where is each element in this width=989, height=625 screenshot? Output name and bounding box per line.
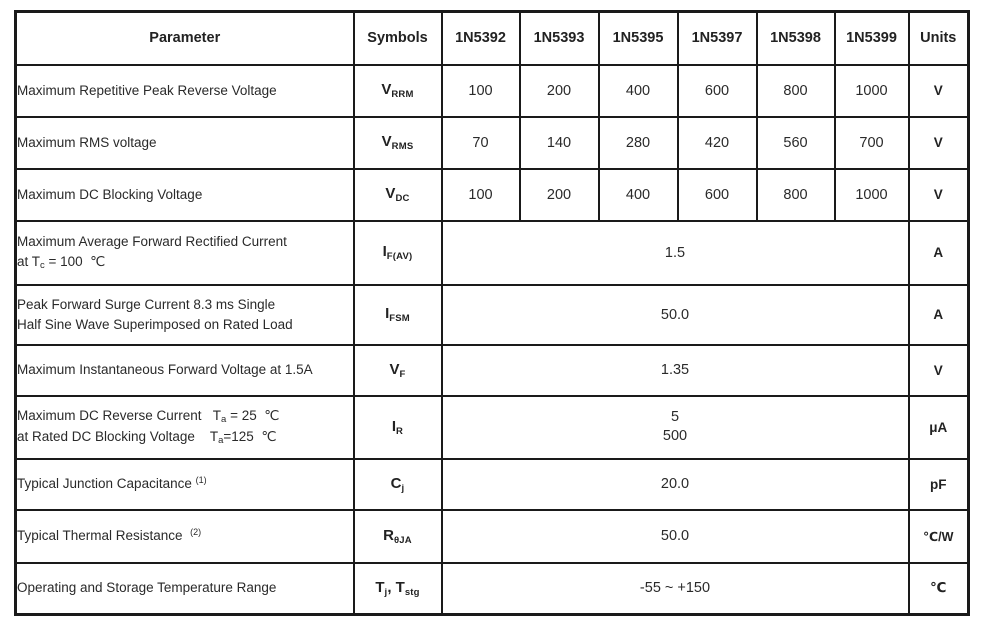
value-cell: 400: [599, 65, 678, 117]
value-cell: 560: [757, 117, 835, 169]
symbol-cell: [354, 169, 442, 221]
spec-table: [14, 10, 970, 616]
value-cell: 600: [678, 65, 757, 117]
value-cell: 280: [599, 117, 678, 169]
column-header-1n5392: 1N5392: [442, 12, 520, 65]
param-subscript: a: [218, 435, 224, 446]
symbol-sub: RMS: [391, 141, 414, 152]
symbol-cell: [354, 221, 442, 285]
table-row: [16, 65, 969, 117]
table-row: [16, 285, 969, 345]
symbol-base: V: [381, 133, 392, 150]
column-header-1n5397: 1N5397: [678, 12, 757, 65]
symbol-sub: stg: [404, 586, 420, 598]
symbol-sub: DC: [395, 193, 410, 204]
value-cell: 800: [757, 169, 835, 221]
column-header-1n5393: 1N5393: [520, 12, 599, 65]
symbol-base: V: [389, 360, 400, 378]
symbol-cell: [354, 459, 442, 510]
symbol-sub: R: [396, 425, 404, 437]
value-cell: 200: [520, 169, 599, 221]
param-cell: Maximum RMS voltage: [16, 117, 354, 169]
value-cell-span: 1.35: [442, 345, 909, 396]
param-text: Maximum Average Forward Rectified Current: [17, 234, 287, 250]
symbol-cell: [354, 563, 442, 615]
symbol-base: C: [390, 474, 402, 492]
value-cell: 1000: [835, 169, 909, 221]
param-footnote-marker: (2): [190, 527, 202, 538]
table-row: [16, 563, 969, 615]
param-text: at T: [17, 253, 41, 269]
value-cell-span: 50.0: [442, 285, 909, 345]
symbol-base: T: [375, 578, 385, 596]
value-cell: 400: [599, 169, 678, 221]
param-text: Maximum DC Reverse Current T: [17, 408, 222, 424]
param-text: Typical Thermal Resistance: [17, 528, 191, 544]
value-cell: 700: [835, 117, 909, 169]
table-row: [16, 345, 969, 396]
symbol-base: V: [385, 185, 396, 202]
param-subscript: a: [221, 414, 227, 426]
symbol-base: R: [383, 526, 394, 544]
value-cell: 100: [442, 169, 520, 221]
symbol-cell: [354, 396, 442, 459]
symbol-base: I: [385, 305, 390, 322]
value-line: 500: [662, 428, 688, 444]
param-cell: Operating and Storage Temperature Range: [16, 563, 354, 615]
table-row: [16, 169, 969, 221]
column-header-1n5398: 1N5398: [757, 12, 835, 65]
unit-cell: V: [909, 117, 969, 169]
param-text: = 100 ℃: [44, 253, 106, 269]
unit-cell: A: [909, 285, 969, 345]
unit-cell: pF: [909, 459, 969, 510]
table-row: [16, 221, 969, 285]
param-text: Typical Junction Capacitance: [17, 476, 196, 492]
unit-cell: V: [909, 65, 969, 117]
symbol-sub: F(AV): [386, 251, 413, 262]
symbol-sub: θJA: [393, 534, 412, 546]
column-header-1n5399: 1N5399: [835, 12, 909, 65]
value-cell-span: [442, 396, 909, 459]
value-cell: 1000: [835, 65, 909, 117]
column-header-1n5395: 1N5395: [599, 12, 678, 65]
symbol-cell: [354, 345, 442, 396]
symbol-base: , T: [387, 578, 405, 596]
symbol-sub: FSM: [389, 313, 410, 324]
param-text: at Rated DC Blocking Voltage T: [17, 429, 219, 444]
param-cell: [16, 510, 354, 563]
unit-cell: ℃: [909, 563, 969, 615]
param-cell: [16, 285, 354, 345]
symbol-sub: j: [401, 482, 405, 494]
table-row: [16, 510, 969, 563]
param-subscript: c: [40, 259, 45, 271]
symbol-cell: [354, 510, 442, 563]
value-cell: 200: [520, 65, 599, 117]
symbol-sub: RRM: [391, 89, 414, 100]
symbol-cell: [354, 285, 442, 345]
value-line: 5: [670, 409, 680, 426]
column-header-units: Units: [909, 12, 969, 65]
param-cell: [16, 459, 354, 510]
param-text: Half Sine Wave Superimposed on Rated Load: [17, 316, 293, 332]
symbol-base: I: [382, 243, 387, 260]
symbol-cell: [354, 65, 442, 117]
param-footnote-marker: (1): [195, 475, 207, 486]
param-text: = 25 ℃: [226, 408, 280, 424]
unit-cell: V: [909, 169, 969, 221]
value-cell: 420: [678, 117, 757, 169]
unit-cell: ℃/W: [909, 510, 969, 563]
value-cell-span: 1.5: [442, 221, 909, 285]
header-row: [16, 12, 969, 65]
param-text: =125 ℃: [223, 429, 277, 444]
column-header-parameter: Parameter: [16, 12, 354, 65]
table-row: [16, 117, 969, 169]
symbol-base: I: [391, 417, 397, 435]
value-cell: 800: [757, 65, 835, 117]
symbol-sub: F: [399, 368, 406, 380]
unit-cell: V: [909, 345, 969, 396]
param-cell: Maximum DC Blocking Voltage: [16, 169, 354, 221]
param-cell: Maximum Instantaneous Forward Voltage at 1.5A: [16, 345, 354, 396]
value-cell: 70: [442, 117, 520, 169]
value-cell: 600: [678, 169, 757, 221]
value-cell: 140: [520, 117, 599, 169]
symbol-base: V: [381, 81, 392, 98]
param-cell: [16, 221, 354, 285]
param-cell: Maximum Repetitive Peak Reverse Voltage: [16, 65, 354, 117]
table-row: [16, 396, 969, 459]
column-header-symbols: Symbols: [354, 12, 442, 65]
param-text: Peak Forward Surge Current 8.3 ms Single: [17, 296, 276, 312]
table-row: [16, 459, 969, 510]
unit-cell: A: [909, 221, 969, 285]
symbol-cell: [354, 117, 442, 169]
value-cell-span: -55 ~ +150: [442, 563, 909, 615]
symbol-sub: j: [384, 586, 388, 598]
value-cell-span: 50.0: [442, 510, 909, 563]
param-cell: [16, 396, 354, 459]
value-cell: 100: [442, 65, 520, 117]
unit-cell: μA: [909, 396, 969, 459]
value-cell-span: 20.0: [442, 459, 909, 510]
